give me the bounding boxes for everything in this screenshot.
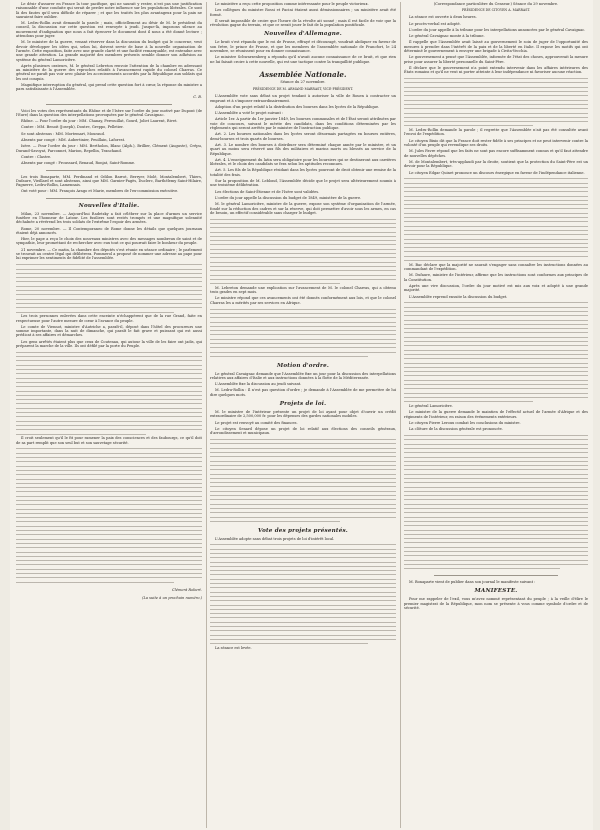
author-signature: Clément Robert. bbox=[171, 587, 202, 592]
paragraph: M. Jules Favre répond que les faits ne sont pas encore suffisamment connus et qu'il faut attendre de nouvelles dépêches. bbox=[404, 149, 588, 158]
paragraph: Le citoyen Pierre Leroux combat les conclusions du ministre. bbox=[409, 420, 521, 425]
paragraph: Les collègues du ministre Rossi et Pacini étaient aussi démissionnaires ; un ministère avait été formé. bbox=[210, 8, 396, 17]
presidency-line: PRÉSIDENCE DE M. ARMAND MARRAST, VICE-PRÉSIDENT. bbox=[252, 87, 354, 92]
paragraph: Milan, 23 novembre. — Aujourd'hui Radetzky a fait célébrer sur la place d'armes un service funèbre en l'honneur de Latour. Les fusiliers sont restés trompés et une magnifique solennité déchaînée a révérend les trois soldats de l'extrême l'espoir des armées. bbox=[16, 211, 202, 225]
text-block bbox=[210, 438, 396, 524]
paragraph: Le citoyen Senard dépose un projet de loi relatif aux élections des conseils généraux, d'arrondissement et municipaux. bbox=[210, 426, 396, 436]
text-block bbox=[16, 447, 202, 585]
paragraph: L'Assemblée vote sans débat un projet tendant à autoriser la ville de Rouen à contracter un emprunt et à s'imposer extraordinairement. bbox=[210, 94, 396, 103]
paragraph: Pour me rappeler de l'exil, vous m'avez nommé représentant du peuple ; à la veille d'élire le premier magistrat de la République, mon nom se présente à vous comme symbole d'ordre et de sécurité. bbox=[404, 597, 588, 610]
dateline: (Correspondance particulière du Censeur.) Séance du 29 novembre. bbox=[433, 2, 559, 6]
paragraph: Rhône. — Pour l'ordre du jour : MM. Chanay, Ferrouillat, Gourd, Joliet Laurent, Rivet. bbox=[21, 119, 178, 124]
paragraph: Art. 2. Les bourses nationales dans les lycées seront désormais partagées en bourses entières, demi-bourses et trois quarts de bourses. bbox=[210, 132, 396, 141]
paragraph: M. Bac déclare que la majorité ne saurait s'engager sans connaître les instructions données au commandant de l'expédition. bbox=[404, 262, 588, 272]
paragraph: Il croit seulement qu'il le fit pour ramener la paix des consciences et des faubourgs, ce qu'il doit de sa part remplit que son seul but et son sauvetage sécurité. bbox=[16, 436, 202, 445]
section-heading-assemblee: Assemblée Nationale. bbox=[259, 69, 347, 79]
column-rule bbox=[206, 2, 207, 828]
paragraph: Adoption d'un projet relatif à la distribution des bourses dans les lycées de la République. bbox=[215, 104, 380, 109]
paragraph: Voici les votes des représentants du Rhône et de l'Isère sur l'ordre du jour motivé par Dupont (de l'Eure) dans la question des interpellations provoquées par le général Cavaignac. bbox=[16, 108, 202, 117]
session-date: Séance du 27 novembre. bbox=[280, 79, 326, 84]
paragraph: L'Assemblée fixe la discussion au jeudi suivant. bbox=[215, 382, 302, 387]
paragraph: Contre : Clastre. bbox=[21, 154, 52, 159]
paragraph: L'ordre du jour appelle à la tribune pour les interpellations annoncées par le général Cavaignac. bbox=[409, 27, 586, 32]
paragraph: M. Ledru-Rollin avait demandé la parole ; mais, officiellement au désir de M. le président du conseil, la discussion sur cette question est renvoyée à jeudi. Jusque-là, imposons silence au mouvement d'indignation que nous a fait éprouver le document dont il nous a été donné lecture ; attendons pour juger. bbox=[16, 21, 202, 39]
paragraph: Les élections de Saint-Étienne et de l'Isère sont validées. bbox=[215, 189, 320, 194]
paragraph: L'ordre du jour appelle la discussion du budget de 1849, ministère de la guerre. bbox=[215, 195, 362, 200]
paragraph: M. le ministre de l'intérieur présente un projet de loi ayant pour objet d'ouvrir un crédit extraordinaire de 2,500,000 fr. pour les dépenses des gardes nationales mobiles. bbox=[210, 410, 396, 419]
text-block bbox=[16, 263, 202, 315]
paragraph: Le citoyen Bixio dit que la France doit rester fidèle à ses principes et ne peut intervenir contre la volonté d'un peuple qui revendique ses droits. bbox=[404, 138, 588, 148]
paragraph: M. Ledru-Rollin : Il n'est pas question d'ordre ; je demande à l'Assemblée de me permettre de lui dire quelques mots. bbox=[210, 388, 396, 397]
column-left bbox=[16, 2, 202, 828]
paragraph: Le procès-verbal est adopté. bbox=[409, 21, 461, 26]
paragraph: M. le ministre de la guerre, venant réserver dans la discussion du budget qui le concerne, veut devoir développer les idées qui, selon lui, doivent servir de base à la nouvelle organisation de l'armée. Cette exposition, faite avec une grande clarté et une facilité remarquable, est entendue avec une grande attention. La grande majorité des membres présents semble donner son adhésion au système du général Lamoricière. bbox=[16, 40, 202, 62]
paragraph: 21 novembre. — Ce matin, la chambre des députés s'est réunie en séance ordinaire ; le parlement se trouvait au centre légal qui délibérera. Pommerol a proposé de nommer une adresse au pape pour lui exprimer les sentiments de fidélité de l'assemblée. bbox=[16, 247, 202, 261]
paragraph: Il déclare que le gouvernement n'a point entendu intervenir dans les affaires intérieures des États romains et qu'il ne veut ni porter atteinte à leur indépendance ni favoriser aucune réaction. bbox=[404, 65, 588, 75]
section-heading-italie: Nouvelles d'Italie. bbox=[78, 202, 140, 209]
paragraph: Le ministre répond que ces avancements ont été donnés conformément aux lois, et que le colonel Charras les a mérités par ses services en Afrique. bbox=[210, 296, 396, 305]
paragraph: Sur la proposition de M. Leblond, l'Assemblée décide que le projet sera ultérieurement soumis à une troisième délibération. bbox=[210, 179, 396, 188]
column-right bbox=[404, 2, 588, 828]
text-block bbox=[404, 77, 588, 129]
paragraph: M. Ledru-Rollin demande la parole ; il regrette que l'Assemblée n'ait pas été consultée avant l'envoi de l'expédition. bbox=[404, 128, 588, 137]
paragraph: La séance est ouverte à deux heures. bbox=[409, 15, 477, 20]
paragraph: Le bruit s'est répandu que le roi de Prusse, effrayé et découragé, voudrait abdiquer en faveur de son frère, le prince de Prusse, et que les membres de l'assemblée nationale de Francfort, le 24 novembre, se réunissent pour en donner connaissance. bbox=[210, 40, 396, 54]
paragraph: M. de Montalembert, très-applaudi par la droite, soutient que la protection du Saint-Père est un devoir pour la République. bbox=[404, 159, 588, 169]
paragraph: La clôture de la discussion générale est prononcée. bbox=[409, 427, 503, 432]
newspaper-page bbox=[10, 0, 593, 830]
paragraph: Le général Cavaignac monte à la tribune. bbox=[409, 34, 485, 39]
paragraph: Le projet est renvoyé au comité des finances. bbox=[215, 420, 298, 425]
section-heading-vote: Vote des projets présentés. bbox=[258, 527, 348, 534]
paragraph: Le gouvernement a pensé que l'Assemblée, informée de l'état des choses, approuverait la mesure prise pour assurer la liberté personnelle du Saint-Père. bbox=[404, 55, 588, 64]
text-block bbox=[404, 301, 588, 404]
presidency-line: PRÉSIDENCE DE CITOYEN A. MARRAST. bbox=[461, 8, 531, 13]
paragraph: L'Assemblée reprend ensuite la discussion du budget. bbox=[409, 294, 508, 299]
text-block bbox=[404, 177, 588, 263]
signature: C. B. bbox=[193, 95, 202, 100]
paragraph: Le ministre de la guerre demande le maintien de l'effectif actuel de l'armée d'Afrique et des régiments de l'intérieur, en raison des événements extérieurs. bbox=[404, 410, 588, 419]
paragraph: M. le général Lamoricière, ministre de la guerre, expose son système d'organisation de l'armée, fondé sur la réduction des cadres et sur la réserve, qui doit permettre d'avoir sous les armes, en cas de besoin, un effectif considérable sans charger le budget. bbox=[210, 202, 396, 215]
paragraph: L'Assemblée a voté le projet suivant : bbox=[215, 111, 284, 116]
column-rule bbox=[400, 2, 401, 828]
continuation-note: (La suite à un prochain numéro.) bbox=[142, 595, 202, 600]
separator bbox=[46, 170, 172, 171]
paragraph: Le citoyen Edgar Quinet prononce un discours énergique en faveur de l'indépendance italienne. bbox=[409, 170, 585, 175]
paragraph: Art. 5. Les fils de la République résidant dans les lycées pourront de droit obtenir une remise de la totalité des frais. bbox=[210, 168, 396, 177]
paragraph: Les trois personnes enlevées dans cette enceinte n'échappèrent que de la rue Grand, faite en respectueuse pour l'autre mesure de cœur à l'avance du peuple. bbox=[16, 314, 202, 323]
section-heading-manifeste: MANIFESTE. bbox=[474, 588, 518, 595]
text-block bbox=[16, 350, 202, 436]
paragraph: M. Lebreton demande une explication sur l'avancement de M. le colonel Charras, qui a obtenu trois grades en sept mois. bbox=[210, 285, 396, 295]
paragraph: Ont voté pour : MM. François Arago et Marie, membres de l'ex-commission exécutive. bbox=[21, 189, 179, 194]
paragraph: Le désir d'assurer en France la tour pacifique, qui ne saurait y rester, n'est pas une justification raisonnable d'une conduite qui serait de perdre notre influence sur les populations libérales. Ce sont là des fautes qu'il sera difficile de réparer ; et que les traités les plus avantageux pour la paix ne sauraient faire oublier. bbox=[16, 2, 202, 19]
paragraph: Les trois Bonaparte, MM. Ferdinand et Odilon Barrot, Berryer, Molé, Montalembert, Thiers, Dufaure, Vieillard et sont abstenus, ainsi que MM. Garnier-Pagès, Duclerc, Barthélemy Saint-Hilaire, Pagnerre, Ledru-Rollin, Lamennais. bbox=[16, 174, 202, 188]
section-heading-motion: Motion d'ordre. bbox=[276, 362, 330, 369]
paragraph: Rome, 20 novembre. — Il Contemporaneo de Rome donne les détails que quelques journaux étaient déjà annoncés. bbox=[16, 226, 202, 235]
paragraph: Absents par congé : MM. Aubertinier, Peuillain, Laforest. bbox=[21, 138, 126, 143]
text-block bbox=[210, 307, 396, 359]
paragraph: Le général Lamoricière. bbox=[409, 403, 453, 408]
section-heading-allemagne: Nouvelles d'Allemagne. bbox=[264, 31, 342, 38]
paragraph: M. Dufaure, ministre de l'intérieur, affirme que les instructions sont conformes aux principes de la Constitution. bbox=[404, 273, 588, 282]
paragraph: Après une vive discussion, l'ordre du jour motivé est mis aux voix et adopté à une grande majorité. bbox=[404, 283, 588, 293]
paragraph: Le général Cavaignac demande que l'Assemblée fixe un jour pour la discussion des interpellations relatives aux affaires d'Italie et aux instructions données à la flotte de la Méditerranée. bbox=[210, 371, 396, 380]
separator bbox=[46, 198, 172, 199]
paragraph: Il rappelle que l'Assemblée avait laissé au gouvernement le soin de juger de l'opportunité des mesures à prendre dans l'intérêt de la paix et de la liberté en Italie. Il expose les motifs qui ont déterminé le gouvernement à envoyer une brigade à Civita-Vecchia. bbox=[404, 40, 588, 54]
paragraph: Les gens arrêtés étaient plus que ceux de Coutenau, qui autour la ville de les faire ont jadis, qui préparent la marche de la ville. Ils ont défilé par la porte du Peuple. bbox=[16, 339, 202, 348]
paragraph: Le comte de Viennot, ministre d'Autriche a, paraît-il, déposé dans l'hôtel des procureurs une somme importante, dans la nuit de dimanche, qui paraît le fait grave et puissant qui est aussi prédicat à ses affaires et démarches. bbox=[16, 324, 202, 338]
paragraph: Contre : MM. Benoit (Joseph), Doutre, Greppo, Pelletier. bbox=[21, 125, 124, 130]
paragraph: Il serait impossible de croire que l'heure de la révolte ait sonné ; mais il est facile de voir que la révolution gagne du terrain, et que ce serait jouer le fait de la population pontificale. bbox=[210, 18, 396, 28]
column-middle bbox=[210, 2, 396, 828]
separator bbox=[46, 104, 172, 105]
text-block bbox=[210, 217, 396, 286]
paragraph: La séance est levée. bbox=[215, 645, 252, 650]
paragraph: M. Bonaparte vient de publier dans son journal le manifeste suivant : bbox=[409, 579, 536, 584]
separator bbox=[434, 575, 558, 576]
paragraph: Après plusieurs orateurs, M. le général Lebreton renvoie l'attention de la chambre en adressant au ministère de la guerre des reproches relatifs à l'avancement rapide du colonel Charras. Ce général ne paraît pas voir avec plaisir les accroissements accordés par la République aux soldats qui les ont conquis. bbox=[16, 63, 202, 81]
text-block bbox=[404, 433, 588, 571]
paragraph: Le ministère a reçu cette proposition comme intéressante pour le peuple victorieux. bbox=[215, 2, 369, 6]
paragraph: Magnifique interruption du général, qui prend cette question fort à cœur, la réponse du ministre a paru satisfaisante à l'Assemblée. bbox=[16, 83, 202, 92]
paragraph: L'Assemblée adopte sans débat trois projets de loi d'intérêt local. bbox=[215, 536, 335, 541]
paragraph: Se sont abstenus : MM. Mortemart, Mouraud. bbox=[21, 131, 106, 136]
text-block bbox=[210, 543, 396, 646]
paragraph: Le ministre Schwarzenberg a répondu qu'il n'avait aucune connaissance de ce bruit, et que rien ne lui faisait croire à cette nouvelle, qui est une tactique contre la tranquillité publique. bbox=[210, 55, 396, 64]
paragraph: Article 1er. A partir du 1er janvier 1849, les bourses communales et de l'État seront attribuées par voie de concours, suivant le mérite des candidats, dans les conditions déterminées par les règlements qui seront arrêtés par le ministre de l'instruction publique. bbox=[210, 117, 396, 131]
section-heading-projets: Projets de loi. bbox=[279, 401, 327, 408]
paragraph: Art. 3. Le nombre des bourses à distribuer sera déterminé chaque année par le ministre, et un quart au moins sera réservé aux fils des militaires et marins morts ou blessés au service de la République. bbox=[210, 142, 396, 156]
paragraph: Hier, le pape a reçu le choix des nouveaux ministres avec des messages nombreux de saint et de sympathie, leur promettant de rechercher avec eux tout ce qui pourrait faire le bonheur du peuple. bbox=[16, 237, 202, 246]
paragraph: Absents par congé : Froussard, Renaud, Ronjat, Saint-Romme. bbox=[21, 161, 136, 166]
paragraph: Art. 4. L'enseignement du latin sera obligatoire pour les boursiers qui se destineront aux carrières libérales, et le choix des candidats se fera selon les aptitudes reconnues. bbox=[210, 157, 396, 167]
paragraph: Isère. — Pour l'ordre du jour : MM. Bertholon, Blanc (Alph.), Brillier, Clément (Auguste), Crépu, Durand-Savoyat, Farconnet, Marion, Repellin, Tranchand. bbox=[16, 144, 202, 153]
